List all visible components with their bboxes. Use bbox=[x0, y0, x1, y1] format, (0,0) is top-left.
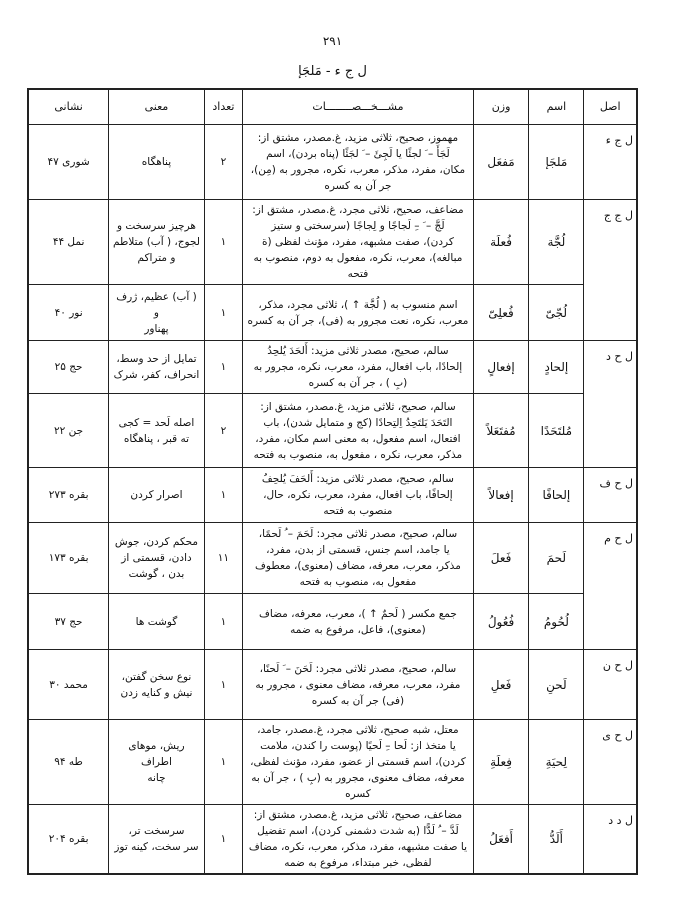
ref-cell: جن ۲۲ bbox=[28, 394, 109, 468]
count-cell: ۲ bbox=[204, 125, 242, 200]
name-cell: لَحنِ bbox=[529, 650, 584, 720]
root-cell: ل ح ی bbox=[584, 720, 637, 805]
meaning-cell: پناهگاه bbox=[109, 125, 205, 200]
table-row bbox=[28, 523, 637, 594]
ref-cell: نمل ۴۴ bbox=[28, 200, 109, 285]
ref-cell: بقره ۱۷۳ bbox=[28, 523, 109, 594]
header-asl: اصل bbox=[584, 89, 637, 125]
name-cell: لُجّیّ bbox=[529, 285, 584, 341]
root-cell: ل ج ء bbox=[584, 125, 637, 200]
count-cell: ۱ bbox=[204, 468, 242, 523]
name-cell: لِحیَةِ bbox=[529, 720, 584, 805]
wazn-cell: فَعلِ bbox=[473, 650, 529, 720]
ref-cell: محمد ۳۰ bbox=[28, 650, 109, 720]
name-cell: مُلتَحَدًا bbox=[529, 394, 584, 468]
ref-cell: حج ۳۷ bbox=[28, 594, 109, 650]
header-ref: نشانی bbox=[28, 89, 109, 125]
desc-cell: سالم، صحیح، مصدر ثلاثی مزید: أَلحَدَ یُلحِدُ إلحادًا، باب افعال، مفرد، معرب، نکره، مجرور به (بِ ) ، جر آن به کسره bbox=[243, 341, 474, 394]
desc-cell: معتل، شبه صحیح، ثلاثی مجرد، غ.مصدر، جامد، یا متخذ از: لَحا –ِ لَحیًا (پوست را کندن، ملامت کردن)، اسم قسمتی از عضو، مفرد، مؤنث لفظی، معرفه، مضاف معنوی، مجرور به (بِ ) ، جر آن به کسره bbox=[243, 720, 474, 805]
meaning-cell: اصرار کردن bbox=[109, 468, 205, 523]
wazn-cell: فُعلِیّ bbox=[473, 285, 529, 341]
count-cell: ۱ bbox=[204, 650, 242, 720]
name-cell: لُحُومُ bbox=[529, 594, 584, 650]
table-row bbox=[28, 650, 637, 720]
meaning-cell: سرسخت تر، سر سخت، کینه توز bbox=[109, 805, 205, 875]
desc-cell: سالم، صحیح، مصدر ثلاثی مجرد: لَحَنَ – َ لَحنًا، مفرد، معرب، معرفه، مضاف معنوی ، مجرور به (فی) جر آن به کسره bbox=[243, 650, 474, 720]
header-count: تعداد bbox=[204, 89, 242, 125]
page-number: ۲۹۱ bbox=[322, 34, 343, 48]
root-cell: ل ح م bbox=[584, 523, 637, 650]
name-cell: أَلَدُّ bbox=[529, 805, 584, 875]
wazn-cell: مُفتَعَلاً bbox=[473, 394, 529, 468]
wazn-cell: فَعلَ bbox=[473, 523, 529, 594]
root-cell: ل ح ن bbox=[584, 650, 637, 720]
table-row bbox=[28, 285, 637, 341]
ref-cell: نور ۴۰ bbox=[28, 285, 109, 341]
count-cell: ۱ bbox=[204, 594, 242, 650]
meaning-cell: گوشت ها bbox=[109, 594, 205, 650]
table-row bbox=[28, 341, 637, 394]
table-row bbox=[28, 594, 637, 650]
meaning-cell: هرچیز سرسخت و لجوج، ( آب) متلاطم و متراکم bbox=[109, 200, 205, 285]
table-header-row bbox=[28, 89, 637, 125]
ref-cell: شوری ۴۷ bbox=[28, 125, 109, 200]
name-cell: إلحافًا bbox=[529, 468, 584, 523]
table-row bbox=[28, 125, 637, 200]
root-cell: ل ح د bbox=[584, 341, 637, 468]
table-row bbox=[28, 805, 637, 875]
desc-cell: مضاعف، صحیح، ثلاثی مجرد، غ.مصدر، مشتق از: لَجَّ – َ –ِ لَجاجًا و لِجاجًا (سرسختی و ستیز کردن)، صفت مشبهه، مفرد، مؤنث لفظی (ة مبالغه)، معرب، نکره، مفعول به دوم، منصوب به فتحه bbox=[243, 200, 474, 285]
name-cell: إلحادٍ bbox=[529, 341, 584, 394]
header-meaning: معنی bbox=[109, 89, 205, 125]
desc-cell: مهموز، صحیح، ثلاثی مزید، غ.مصدر، مشتق از: لَجَأَ – َ لجئًا یا لَجِئَ – َ لجَئًا (پناه بردن)، اسم مکان، مفرد، مذکر، معرب، نکره، مجرور به (مِن)، جر آن به کسره bbox=[243, 125, 474, 200]
header-desc: مشـــخـــصــــــــات bbox=[243, 89, 474, 125]
table-row bbox=[28, 394, 637, 468]
desc-cell: مضاعف، صحیح، ثلاثی مزید، غ.مصدر، مشتق از: لَدَّ – ُ لَدًّا (به شدت دشمنی کردن)، اسم تفضیل یا صفت مشبهه، مفرد، مذکر، معرب، نکره، مضاف لفظی، خبر مبتداء، مرفوع به ضمه bbox=[243, 805, 474, 875]
header-wazn: وزن bbox=[473, 89, 529, 125]
wazn-cell: أَفعَلُ bbox=[473, 805, 529, 875]
ref-cell: حج ۲۵ bbox=[28, 341, 109, 394]
count-cell: ۱ bbox=[204, 285, 242, 341]
table-row bbox=[28, 720, 637, 805]
meaning-cell: ریش، موهای اطراف چانه bbox=[109, 720, 205, 805]
wazn-cell: مَفعَل bbox=[473, 125, 529, 200]
wazn-cell: فُعُولُ bbox=[473, 594, 529, 650]
wazn-cell: إفعالٍ bbox=[473, 341, 529, 394]
desc-cell: جمع مکسر ( لَحمٌ ↑ )، معرب، معرفه، مضاف (معنوی)، فاعل، مرفوع به ضمه bbox=[243, 594, 474, 650]
count-cell: ۲ bbox=[204, 394, 242, 468]
meaning-cell: ( آب) عظیم، ژرف و پهناور bbox=[109, 285, 205, 341]
count-cell: ۱ bbox=[204, 341, 242, 394]
wazn-cell: فِعلَةِ bbox=[473, 720, 529, 805]
meaning-cell: اصله لَحد = کجی ته قبر ، پناهگاه bbox=[109, 394, 205, 468]
header-name: اسم bbox=[529, 89, 584, 125]
root-cell: ل ح ف bbox=[584, 468, 637, 523]
wazn-cell: إفعالاً bbox=[473, 468, 529, 523]
root-cell: ل ج ج bbox=[584, 200, 637, 341]
wazn-cell: فُعلَة bbox=[473, 200, 529, 285]
ref-cell: بقره ۲۰۴ bbox=[28, 805, 109, 875]
name-cell: لُجَّة bbox=[529, 200, 584, 285]
ref-cell: طه ۹۴ bbox=[28, 720, 109, 805]
meaning-cell: نوع سخن گفتن، نیش و کنایه زدن bbox=[109, 650, 205, 720]
name-cell: لَحمَ bbox=[529, 523, 584, 594]
desc-cell: اسم منسوب به ( لُجَّة ↑ )، ثلاثی مجرد، مذکر، معرب، نکره، نعت مجرور به (فی)، جر آن به کسره bbox=[243, 285, 474, 341]
count-cell: ۱ bbox=[204, 720, 242, 805]
table-row bbox=[28, 200, 637, 285]
ref-cell: بقره ۲۷۳ bbox=[28, 468, 109, 523]
vocabulary-table bbox=[27, 88, 638, 875]
name-cell: مَلجَإ bbox=[529, 125, 584, 200]
desc-cell: سالم، صحیح، مصدر ثلاثی مجرد: لَحَمَ – ُ لَحمًا، یا جامد، اسم جنس، قسمتی از بدن، مفرد، مذکر، معرب، معرفه، مضاف (معنوی)، معطوف مفعول به، منصوب به فتحه bbox=[243, 523, 474, 594]
desc-cell: سالم، صحیح، ثلاثی مزید، غ.مصدر، مشتق از: التَحَدَ یَلتَحِدُ اِلتِحادًا (کج و متمایل شدن)، باب افتعال، اسم مفعول، به معنی اسم مکان، مفرد، مذکر، معرب، نکره ، مفعول به، منصوب به فتحه bbox=[243, 394, 474, 468]
count-cell: ۱ bbox=[204, 805, 242, 875]
meaning-cell: محکم کردن، جوش دادن، قسمتی از بدن ، گوشت bbox=[109, 523, 205, 594]
count-cell: ۱ bbox=[204, 200, 242, 285]
table-row bbox=[28, 468, 637, 523]
page-title: ل ج ء - مَلجَإ bbox=[298, 64, 367, 79]
root-cell: ل د د bbox=[584, 805, 637, 875]
desc-cell: سالم، صحیح، مصدر ثلاثی مزید: أَلحَفَ یُلحِفُ إلحافًا، باب افعال، مفرد، معرب، نکره، حال، منصوب به فتحه bbox=[243, 468, 474, 523]
count-cell: ۱۱ bbox=[204, 523, 242, 594]
meaning-cell: تمایل از حد وسط، انحراف، کفر، شرک bbox=[109, 341, 205, 394]
